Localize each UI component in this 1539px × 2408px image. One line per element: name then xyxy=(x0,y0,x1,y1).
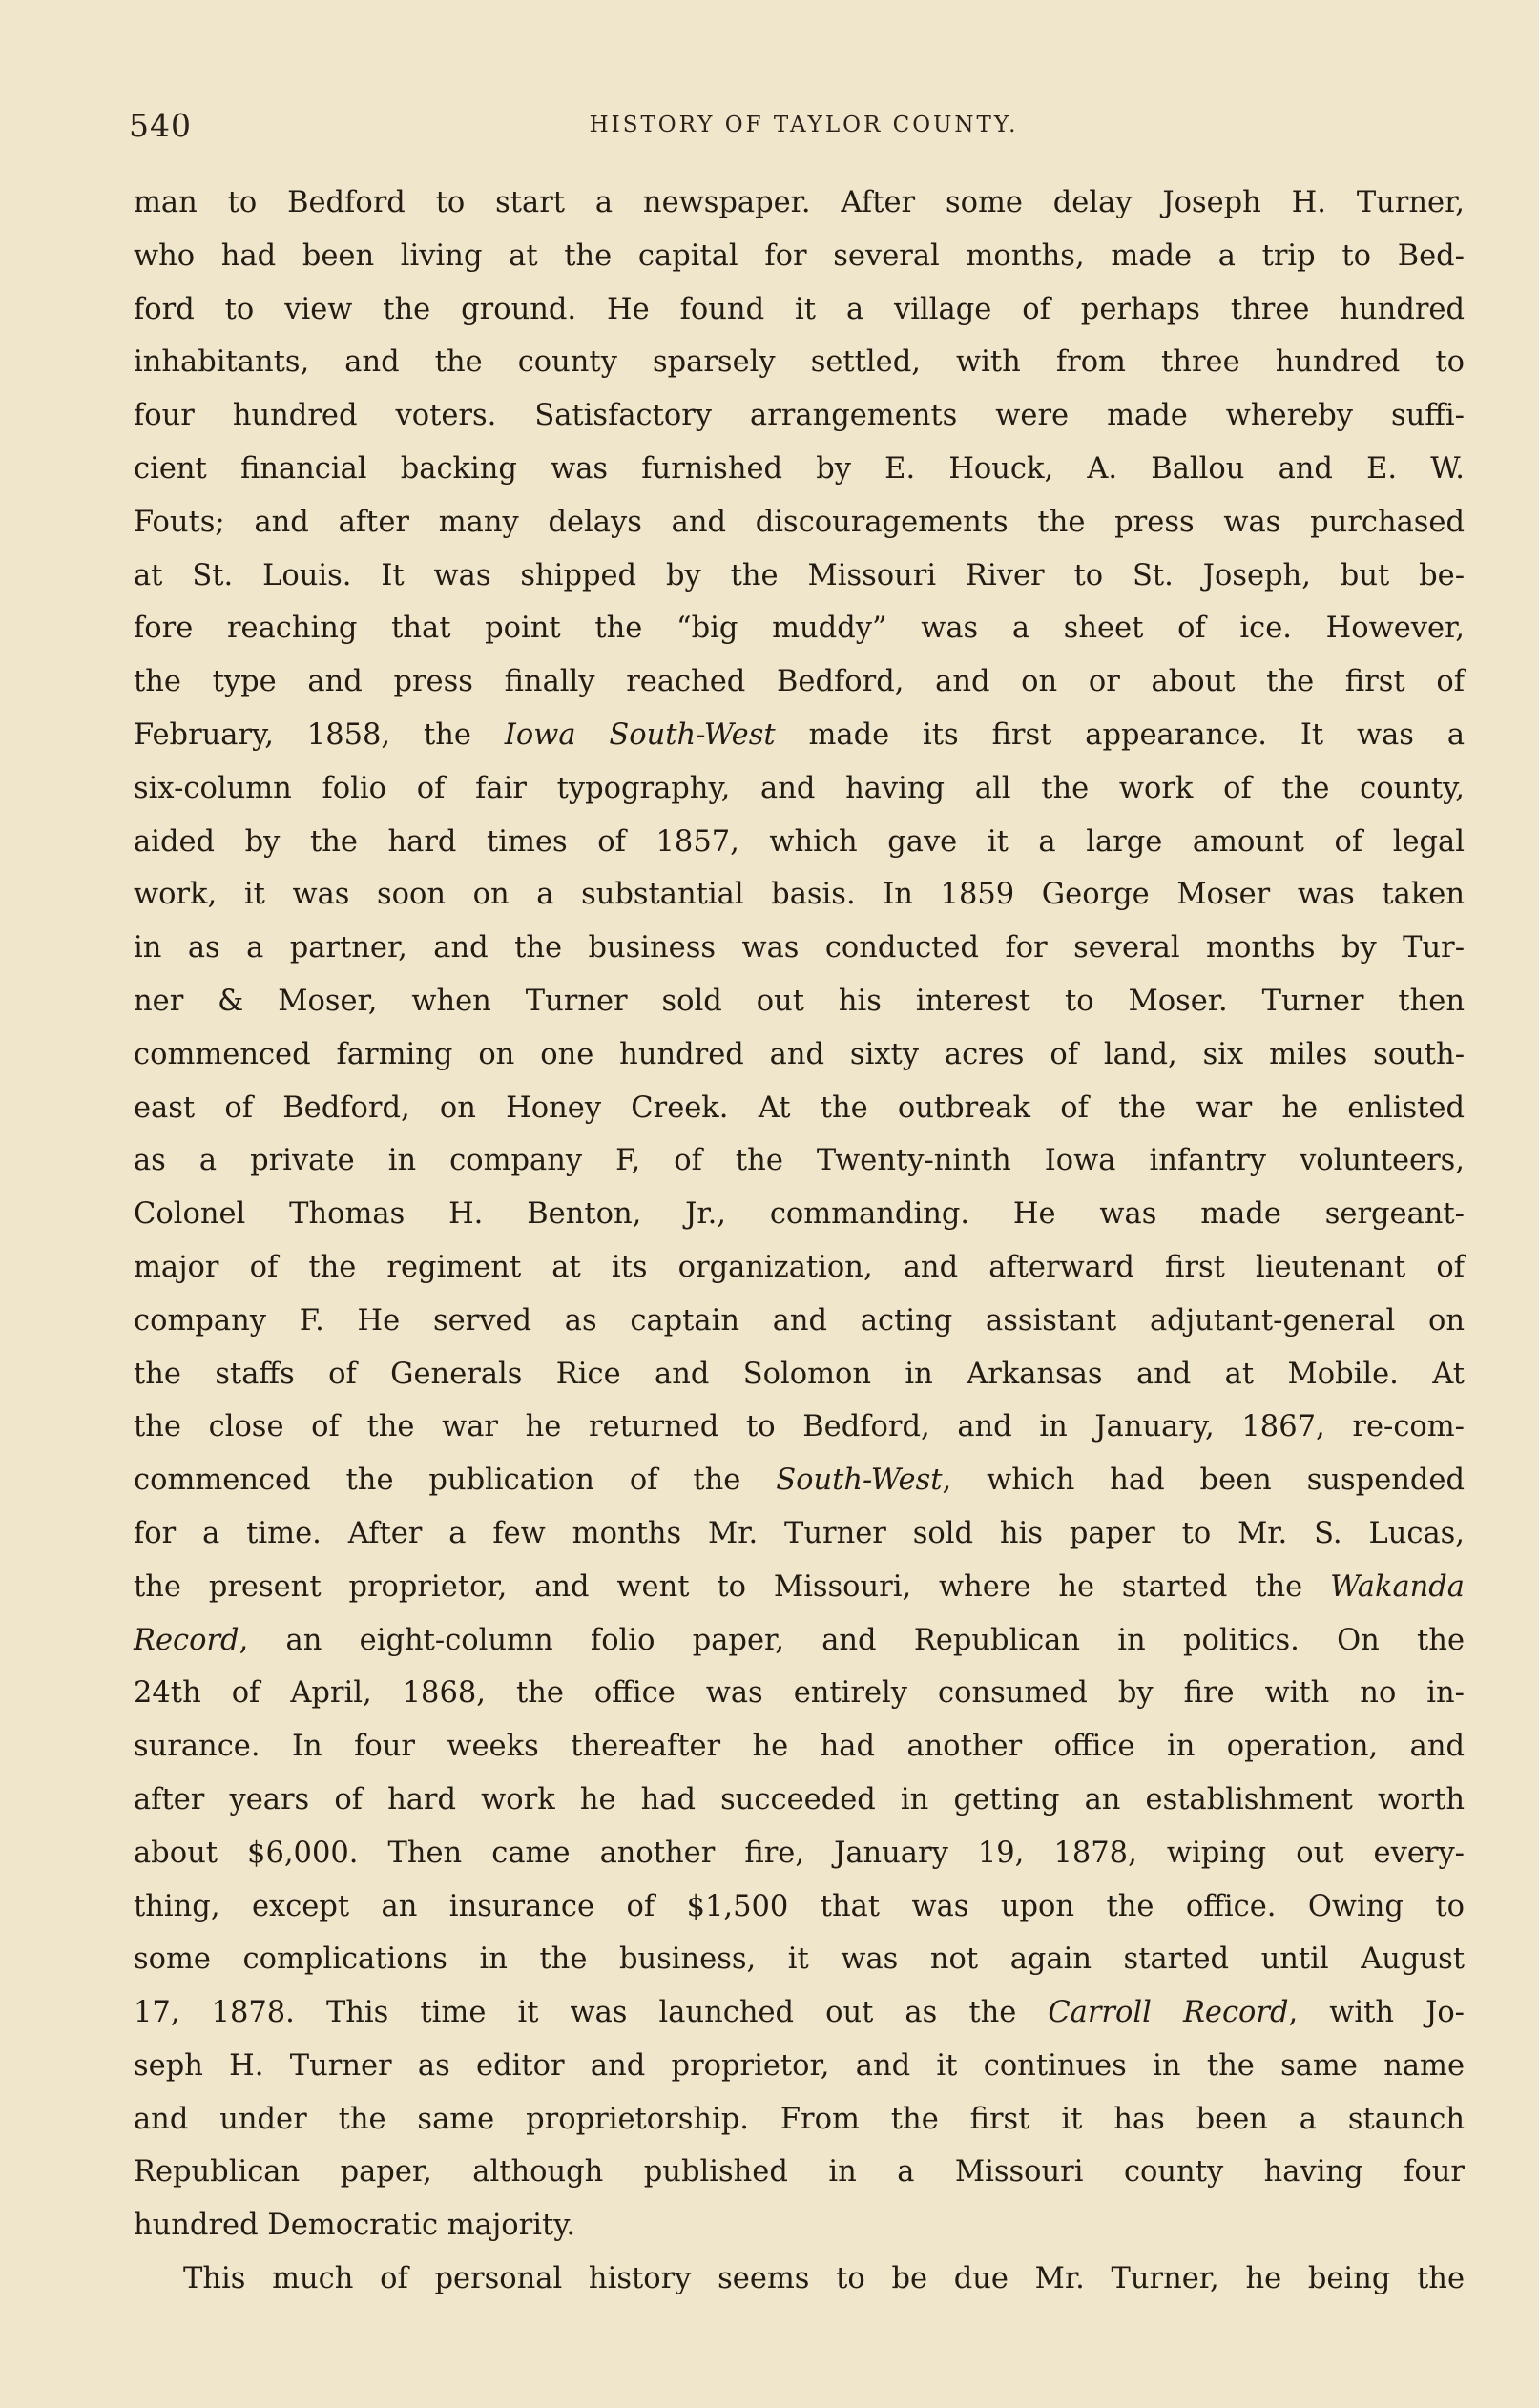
text-line: surance. In four weeks thereafter he had another office in operation, and xyxy=(134,1730,1465,1764)
text-line: man to Bedford to start a newspaper. After some delay Joseph H. Turner, xyxy=(134,186,1465,219)
text-line: ford to view the ground. He found it a village of perhaps three hundred xyxy=(134,292,1465,326)
text-line: the staffs of Generals Rice and Solomon in Arkansas and at Mobile. At xyxy=(134,1357,1465,1391)
text-line xyxy=(134,1561,1465,1614)
text-line: east of Bedford, on Honey Creek. At the outbreak of the war he enlisted xyxy=(134,1090,1465,1125)
text-span: the present proprietor, and went to Missouri, where he started the xyxy=(134,1569,1331,1604)
text-line: 24th of April, 1868, the office was entirely consumed by fire with no in- xyxy=(134,1676,1465,1711)
text-line: the close of the war he returned to Bedford, and in January, 1867, re-com- xyxy=(134,1410,1465,1444)
text-line: ner & Moser, when Turner sold out his interest to Moser. Turner then xyxy=(134,984,1465,1018)
text-line: Colonel Thomas H. Benton, Jr., commanding. He was made sergeant- xyxy=(134,1197,1465,1232)
text-line: Republican paper, although published in a Missouri county having four xyxy=(134,2155,1465,2190)
italic-title: Carroll Record xyxy=(1048,1996,1289,2030)
text-span: February, 1858, the xyxy=(134,717,505,752)
text-line xyxy=(134,1986,1465,2040)
text-span: the type and press finally reached Bedford, and on or about the first of xyxy=(134,665,1465,699)
body-text xyxy=(134,176,1465,2306)
text-line: This much of personal history seems to be due Mr. Turner, he being the xyxy=(183,2262,1465,2296)
text-line xyxy=(134,655,1465,709)
text-line: inhabitants, and the county sparsely settled, with from three hundred to xyxy=(134,345,1465,380)
text-line: and under the same proprietorship. From the first it has been a staunch xyxy=(134,2102,1465,2136)
text-span: commenced the publication of the xyxy=(134,1463,777,1498)
text-span: made its first appearance. It was a xyxy=(775,717,1465,752)
text-span: , which had been suspended xyxy=(942,1463,1465,1498)
text-line: as a private in company F, of the Twenty-ninth Iowa infantry volunteers, xyxy=(134,1144,1465,1178)
text-line: cient financial backing was furnished by E. Houck, A. Ballou and E. W. xyxy=(134,451,1465,486)
text-line: who had been living at the capital for several months, made a trip to Bed- xyxy=(134,239,1465,273)
text-line: seph H. Turner as editor and proprietor, and it continues in the same name xyxy=(134,2048,1465,2083)
text-line xyxy=(134,1454,1465,1507)
text-line: company F. He served as captain and acting assistant adjutant-general on xyxy=(134,1303,1465,1338)
text-line: thing, except an insurance of $1,500 that was upon the office. Owing to xyxy=(134,1889,1465,1923)
text-line: hundred Democratic majority. xyxy=(134,2209,576,2243)
text-line xyxy=(134,1614,1465,1668)
text-line: for a time. After a few months Mr. Turner sold his paper to Mr. S. Lucas, xyxy=(134,1516,1465,1550)
text-line: aided by the hard times of 1857, which gave it a large amount of legal xyxy=(134,824,1465,859)
text-line: six-column folio of fair typography, and having all the work of the county, xyxy=(134,771,1465,805)
italic-title: Wakanda xyxy=(1330,1569,1465,1604)
text-line: work, it was soon on a substantial basis. In 1859 George Moser was taken xyxy=(134,878,1465,912)
text-line: four hundred voters. Satisfactory arrangements were made whereby suffi- xyxy=(134,399,1465,433)
text-line xyxy=(134,709,1465,762)
text-line: after years of hard work he had succeeded in getting an establishment worth xyxy=(134,1782,1465,1816)
text-line: Fouts; and after many delays and discouragements the press was purchased xyxy=(134,505,1465,539)
text-line: some complications in the business, it was not again started until August xyxy=(134,1942,1465,1977)
text-line: at St. Louis. It was shipped by the Missouri River to St. Joseph, but be- xyxy=(134,558,1465,592)
italic-title: Iowa South-West xyxy=(504,717,776,752)
text-line: about $6,000. Then came another fire, January 19, 1878, wiping out every- xyxy=(134,1836,1465,1870)
text-span: , with Jo- xyxy=(1288,1996,1465,2030)
page-header xyxy=(129,107,1479,155)
italic-title: South-West xyxy=(776,1463,943,1498)
text-span: 17, 1878. This time it was launched out as the xyxy=(134,1996,1049,2030)
page-number: 540 xyxy=(129,107,192,144)
text-span: , an eight-column folio paper, and Republican in politics. On the xyxy=(239,1623,1465,1657)
italic-title: Record xyxy=(134,1623,239,1657)
text-line: major of the regiment at its organization, and afterward first lieutenant of xyxy=(134,1250,1465,1284)
running-head: HISTORY OF TAYLOR COUNTY. xyxy=(589,113,1019,137)
text-line: fore reaching that point the “big muddy” was a sheet of ice. However, xyxy=(134,612,1465,646)
text-line: commenced farming on one hundred and sixty acres of land, six miles south- xyxy=(134,1037,1465,1071)
text-line: in as a partner, and the business was conducted for several months by Tur- xyxy=(134,931,1465,965)
